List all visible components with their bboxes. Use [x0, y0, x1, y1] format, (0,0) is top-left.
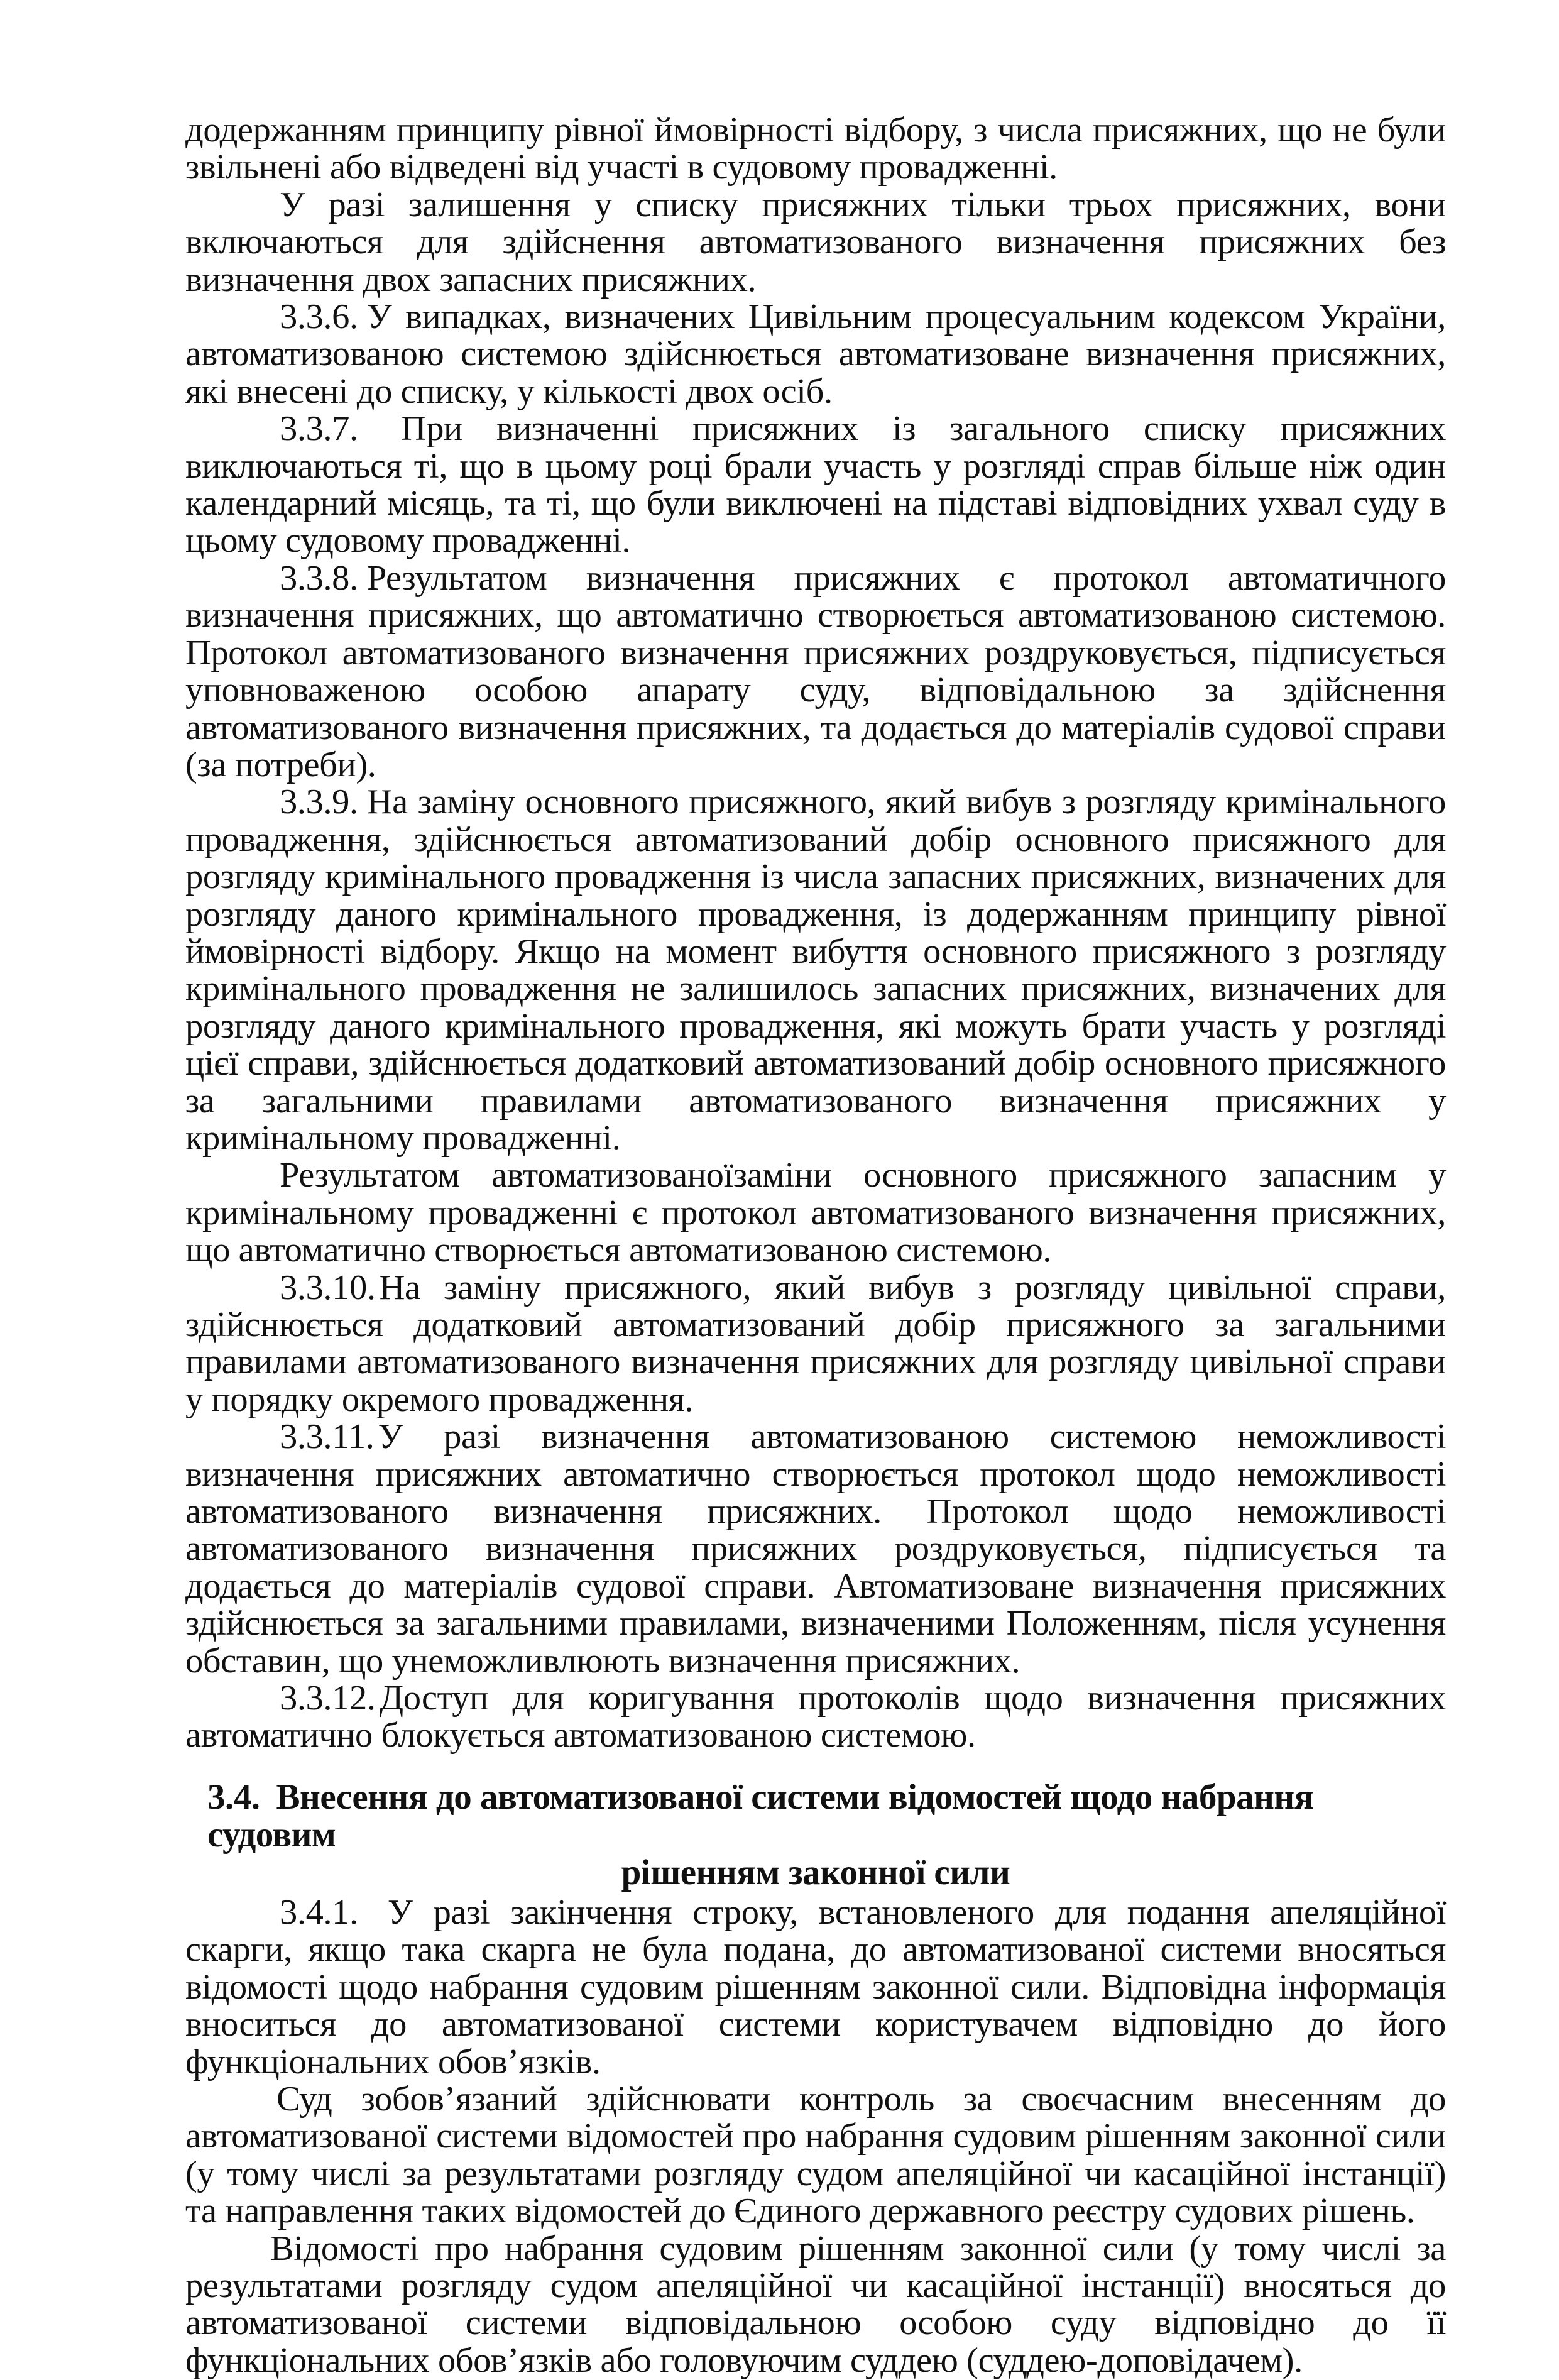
clause-number: 3.3.11.	[280, 1417, 375, 1457]
clause-number: 3.4.1.	[280, 1892, 358, 1932]
clause-number: 3.3.8.	[280, 558, 358, 598]
clause-number: 3.3.7.	[280, 409, 358, 449]
paragraph-text: Відомості про набрання судовим рішенням законної сили (у тому числі за результатами розгляду судом апеляційної чи касаційної інстанції) вносяться до автоматизованої системи відповідальною особою суду відповідно до її функціональних обов’язків або головуючим суддею (суддею-доповідачем).	[185, 2229, 1446, 2380]
clause-number: 3.3.9.	[280, 782, 358, 822]
paragraph-entry-info	[185, 2230, 1446, 2380]
paragraph-replacement-result	[185, 1157, 1446, 1269]
paragraph-3-3-8	[185, 560, 1446, 784]
paragraph-3-3-6	[185, 299, 1446, 410]
section-number: 3.4.	[207, 1777, 260, 1817]
paragraph-text: Доступ для коригування протоколів щодо визначення присяжних автоматично блокується автоматизованою системою.	[185, 1679, 1446, 1755]
paragraph-3-3-11	[185, 1418, 1446, 1680]
section-title-part1: Внесення до автоматизованої системи відомостей щодо набрання судовим	[207, 1777, 1314, 1855]
paragraph-text: Результатом визначення присяжних є протокол автоматичного визначення присяжних, що автоматично створюється автоматизованою системою. Протокол автоматизованого визначення присяжних роздруковується, підписується уповноваженою особою апарату суду, відповідальною за здійснення автоматизованого визначення присяжних, та додається до матеріалів судової справи (за потреби).	[185, 558, 1446, 784]
paragraph-text: У разі закінчення строку, встановленого для подання апеляційної скарги, якщо така скарга не була подана, до автоматизованої системи вносяться відомості щодо набрання судовим рішенням законної сили. Відповідна інформація вноситься до автоматизованої системи користувачем відповідно до його функціональних обов’язків.	[185, 1892, 1446, 2081]
paragraph-3-3-9	[185, 784, 1446, 1157]
paragraph-text: У випадках, визначених Цивільним процесуальним кодексом України, автоматизованою системою здійснюється автоматизоване визначення присяжних, які внесені до списку, у кількості двох осіб.	[185, 297, 1446, 411]
paragraph-3-3-12	[185, 1680, 1446, 1755]
paragraph-court-control	[185, 2081, 1446, 2230]
paragraph-text: Результатом автоматизованоїзаміни основного присяжного запасним у кримінальному провадженні є протокол автоматизованого визначення присяжних, що автоматично створюється автоматизованою системою.	[185, 1156, 1446, 1270]
clause-number: 3.3.12.	[280, 1679, 376, 1718]
paragraph-text: На заміну основного присяжного, який вибув з розгляду кримінального провадження, здійснюється автоматизований добір основного присяжного для розгляду кримінального провадження із числа запасних присяжних, визначених для розгляду даного кримінального провадження, із додержанням принципу рівної ймовірності відбору. Якщо на момент вибуття основного присяжного з розгляду кримінального провадження не залишилось запасних присяжних, визначених для розгляду даного кримінального провадження, які можуть брати участь у розгляді цієї справи, здійснюється додатковий автоматизований добір основного присяжного за загальними правилами автоматизованого визначення присяжних у кримінальному провадженні.	[185, 782, 1446, 1158]
paragraph-text: додержанням принципу рівної ймовірності відбору, з числа присяжних, що не були звільнені або відведені від участі в судовому провадженні.	[185, 111, 1446, 187]
paragraph-text: Суд зобов’язаний здійснювати контроль за своєчасним внесенням до автоматизованої системи відомостей про набрання судовим рішенням законної сили (у тому числі за результатами розгляду судом апеляційної чи касаційної інстанції) та направлення таких відомостей до Єдиного державного реєстру судових рішень.	[185, 2079, 1446, 2231]
section-title-part2: рішенням законної сили	[621, 1852, 1010, 1892]
paragraph-3-3-10	[185, 1270, 1446, 1419]
paragraph-3-4-1	[185, 1894, 1446, 2081]
paragraph-three-jurors	[185, 187, 1446, 299]
section-heading-line1	[185, 1779, 1446, 1854]
paragraph-continuation	[185, 112, 1446, 187]
document-page	[185, 112, 1446, 2379]
clause-number: 3.3.10.	[280, 1268, 376, 1307]
clause-number: 3.3.6.	[280, 297, 358, 337]
paragraph-text: У разі визначення автоматизованою системою неможливості визначення присяжних автоматично створюється протокол щодо неможливості автоматизованого визначення присяжних. Протокол щодо неможливості автоматизованого визначення присяжних роздруковується, підписується та додається до матеріалів судової справи. Автоматизоване визначення присяжних здійснюється за загальними правилами, визначеними Положенням, після усунення обставин, що унеможливлюють визначення присяжних.	[185, 1417, 1446, 1681]
section-heading-3-4	[185, 1779, 1446, 1892]
paragraph-3-3-7	[185, 410, 1446, 560]
paragraph-text: У разі залишення у списку присяжних тільки трьох присяжних, вони включаються для здійснення автоматизованого визначення присяжних без визначення двох запасних присяжних.	[185, 185, 1446, 299]
paragraph-text: При визначенні присяжних із загального списку присяжних виключаються ті, що в цьому році брали участь у розгляді справ більше ніж один календарний місяць, та ті, що були виключені на підставі відповідних ухвал суду в цьому судовому провадженні.	[185, 409, 1446, 561]
paragraph-text: На заміну присяжного, який вибув з розгляду цивільної справи, здійснюється додатковий автоматизований добір присяжного за загальними правилами автоматизованого визначення присяжних для розгляду цивільної справи у порядку окремого провадження.	[185, 1268, 1446, 1419]
